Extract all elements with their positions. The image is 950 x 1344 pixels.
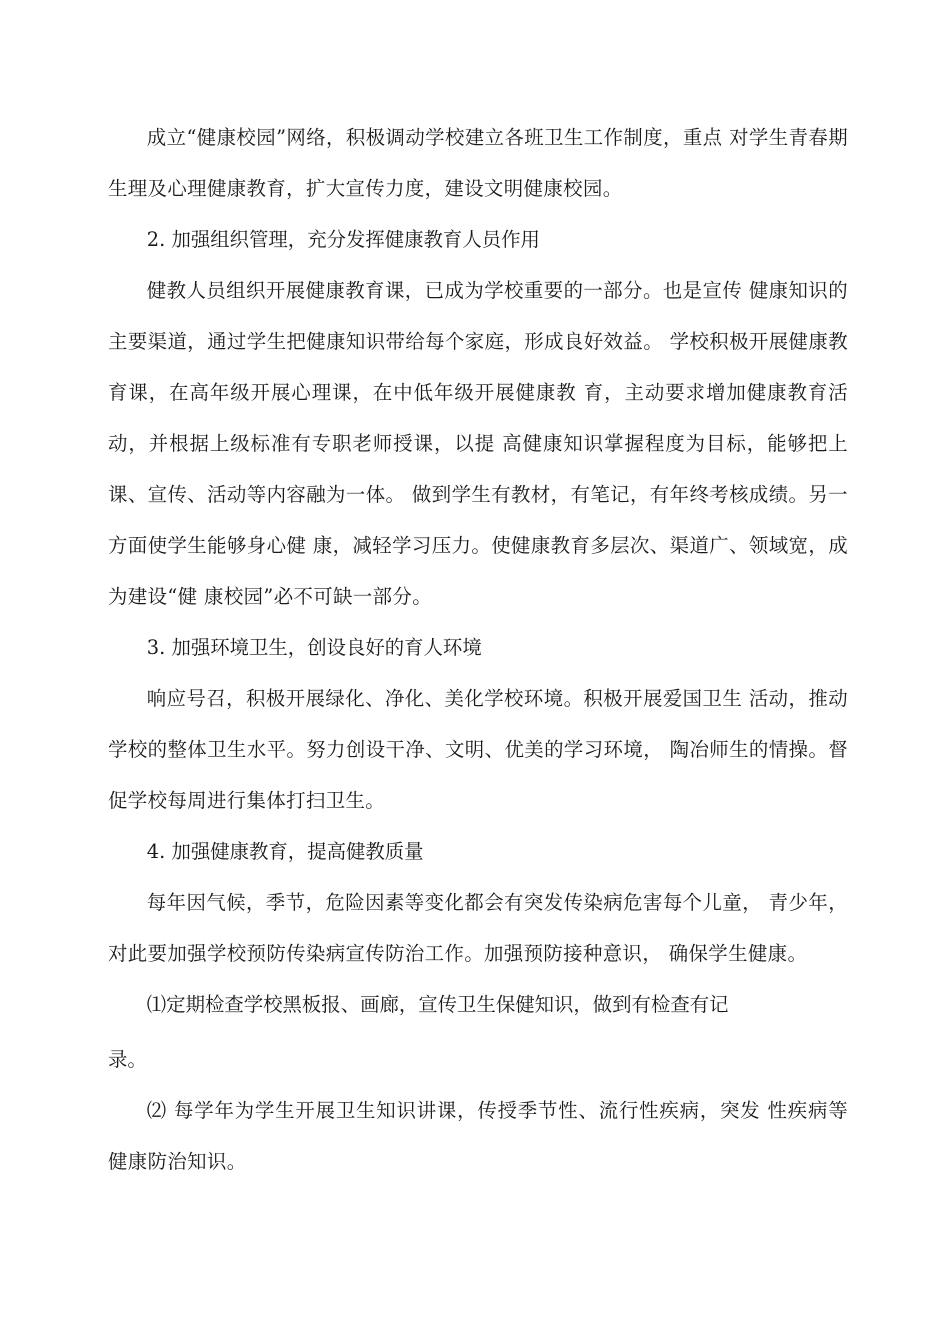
paragraph-health-education-course: 健教人员组织开展健康教育课，已成为学校重要的一部分。也是宣传 健康知识的主要渠道，通过学生把健康知识带给每个家庭，形成良好效益。 学校积极开展健康教育课，在高年级开展心理课，在中低年级开展健康教 育，主动要求增加健康教育活动，并根据上级标准有专职老师授课，以提 高健康知识掌握程度为目标，能够把上课、宣传、活动等内容融为一体。 做到学生有教材，有笔记，有年终考核成绩。另一方面使学生能够身心健 康，减轻学习压力。使健康教育多层次、渠道广、领域宽，成为建设“健 康校园”必不可缺一部分。 bbox=[108, 279, 848, 608]
heading-health-education-quality: 4. 加强健康教育，提高健教质量 bbox=[146, 840, 424, 863]
paragraph-environment: 响应号召，积极开展绿化、净化、美化学校环境。积极开展爱国卫生 活动，推动学校的整体卫生水平。努力创设干净、文明、优美的学习环境， 陶冶师生的情操。督促学校每周进行集体打扫卫生。 bbox=[108, 687, 848, 812]
list-item-blackboard-check: ⑴定期检查学校黑板报、画廊，宣传卫生保健知识，做到有检查有记 bbox=[146, 993, 729, 1016]
list-item-blackboard-check-continued: 录。 bbox=[108, 1048, 147, 1071]
paragraph-infectious-disease: 每年因气候，季节，危险因素等变化都会有突发传染病危害每个儿童， 青少年，对此要加强学校预防传染病宣传防治工作。加强预防接种意识， 确保学生健康。 bbox=[108, 891, 848, 965]
paragraph-campus-network: 成立“健康校园”网络，积极调动学校建立各班卫生工作制度，重点 对学生青春期生理及心理健康教育，扩大宣传力度，建设文明健康校园。 bbox=[108, 126, 848, 200]
heading-organization-management: 2. 加强组织管理，充分发挥健康教育人员作用 bbox=[146, 228, 540, 251]
heading-environment-hygiene: 3. 加强环境卫生，创设良好的育人环境 bbox=[146, 636, 482, 659]
document-page bbox=[108, 112, 848, 1187]
list-item-health-lectures: ⑵ 每学年为学生开展卫生知识讲课，传授季节性、流行性疾病，突发 性疾病等健康防治知识。 bbox=[108, 1099, 848, 1173]
